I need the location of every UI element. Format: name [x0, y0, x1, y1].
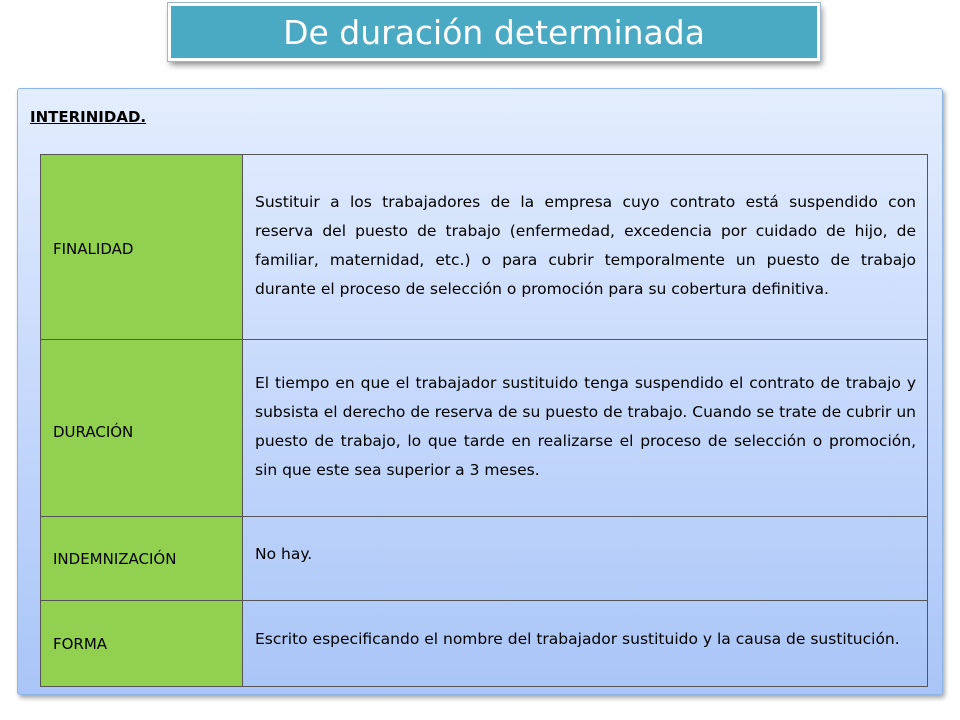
info-table	[40, 154, 928, 687]
table-row-duracion	[41, 340, 928, 517]
row-description: Escrito especificando el nombre del trabajador sustituido y la causa de sustitución.	[243, 601, 928, 687]
row-label: INDEMNIZACIÓN	[53, 549, 177, 568]
table-row-finalidad	[41, 155, 928, 340]
row-label-cell	[41, 517, 243, 601]
row-label: FINALIDAD	[53, 240, 134, 258]
row-label-cell	[41, 601, 243, 687]
row-description: El tiempo en que el trabajador sustituido tenga suspendido el contrato de trabajo y subsista el derecho de reserva de su puesto de trabajo. Cuando se trate de cubrir un puesto de trabajo, lo que tarde en realizarse el proceso de selección o promoción, sin que este sea superior a 3 meses.	[243, 340, 928, 517]
row-label: FORMA	[53, 634, 108, 653]
row-description: Sustituir a los trabajadores de la empresa cuyo contrato está suspendido con reserva del puesto de trabajo (enfermedad, excedencia por cuidado de hijo, de familiar, maternidad, etc.) o para cubrir temporalmente un puesto de trabajo durante el proceso de selección o promoción para su cobertura definitiva.	[243, 155, 928, 340]
row-label-cell	[41, 155, 243, 340]
table-row-indemnizacion	[41, 517, 928, 601]
row-description: No hay.	[243, 517, 928, 601]
title-banner	[168, 3, 820, 61]
table-row-forma	[41, 601, 928, 687]
row-label-cell	[41, 340, 243, 517]
row-label: DURACIÓN	[53, 423, 134, 441]
slide-title: De duración determinada	[283, 12, 705, 52]
section-heading: INTERINIDAD.	[30, 108, 147, 126]
